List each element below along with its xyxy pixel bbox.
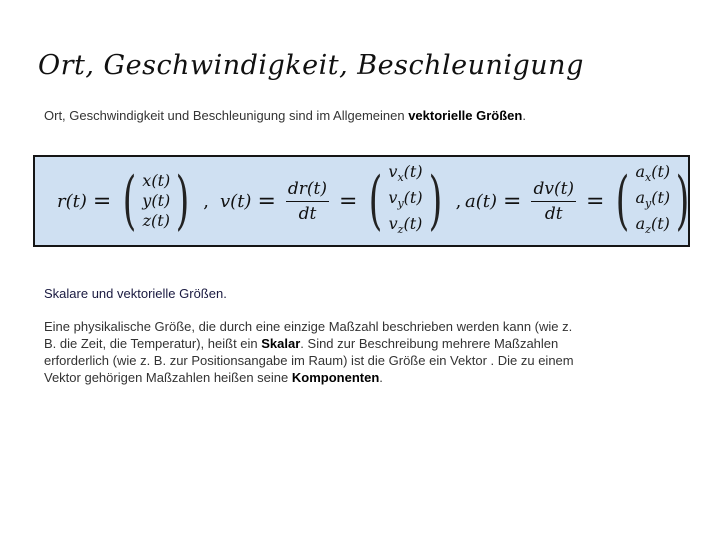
equals-sign: = <box>503 188 522 214</box>
acceleration-numerator: dv(t) <box>531 179 576 202</box>
right-paren: ) <box>175 164 190 238</box>
para-part-1: Eine physikalische Größe, die durch eine einzige Maßzahl beschrieben werden kann (wie z. B. die Zeit, die Temperatur), heißt ein <box>44 319 573 351</box>
position-components <box>142 171 170 231</box>
comma: , <box>203 190 209 212</box>
component-vx: $v_x(t)$ <box>388 161 423 184</box>
velocity-denominator: dt <box>298 203 317 224</box>
left-paren: ( <box>122 164 137 238</box>
left-paren: ( <box>616 164 630 238</box>
section-title: Skalare und vektorielle Größen. <box>44 286 227 301</box>
velocity-vector <box>363 162 447 241</box>
position-lhs: r(t) <box>57 190 87 212</box>
equals-sign: = <box>257 188 276 214</box>
position-vector <box>117 164 195 238</box>
velocity-formula <box>220 157 461 245</box>
acceleration-formula <box>465 157 695 245</box>
component-y: y(t) <box>142 191 171 210</box>
para-part-3: . <box>379 370 383 385</box>
intro-suffix: . <box>522 108 526 123</box>
component-ay: $a_y(t)$ <box>635 187 671 211</box>
velocity-fraction <box>286 179 329 224</box>
right-paren: ) <box>675 164 690 238</box>
comma: , <box>455 190 462 212</box>
velocity-components <box>388 162 422 241</box>
velocity-numerator: dr(t) <box>286 179 329 202</box>
acceleration-fraction <box>531 179 576 224</box>
term-skalar: Skalar <box>261 336 301 351</box>
component-vz: $v_z(t)$ <box>388 214 423 237</box>
component-vy: $v_y(t)$ <box>388 187 423 211</box>
intro-bold: vektorielle Größen <box>408 108 523 123</box>
left-paren: ( <box>369 164 383 238</box>
equals-sign: = <box>339 188 358 214</box>
component-x: x(t) <box>142 171 171 190</box>
position-formula <box>57 157 209 245</box>
component-z: z(t) <box>142 211 170 230</box>
acceleration-vector <box>610 162 695 241</box>
acceleration-lhs: a(t) <box>465 190 498 212</box>
acceleration-components <box>635 162 670 241</box>
acceleration-denominator: dt <box>544 203 563 224</box>
section-paragraph <box>44 318 584 386</box>
component-az: $a_z(t)$ <box>635 214 670 237</box>
page-title: Ort, Geschwindigkeit, Beschleunigung <box>38 50 584 81</box>
component-ax: $a_x(t)$ <box>635 161 671 184</box>
equals-sign: = <box>586 188 605 214</box>
term-komponenten: Komponenten <box>291 370 380 385</box>
para-part-2: . Sind zur Beschreibung mehrere Maßzahlen erforderlich (wie z. B. zur Positionsangabe im Raum) ist die Größe ein Vektor . Die zu einem Vektor gehörigen Maßzahlen heißen seine <box>44 336 574 385</box>
right-paren: ) <box>428 164 442 238</box>
formula-box <box>33 155 690 247</box>
intro-prefix: Ort, Geschwindigkeit und Beschleunigung sind im Allgemeinen <box>44 108 409 123</box>
velocity-lhs: v(t) <box>220 190 252 212</box>
equals-sign: = <box>92 188 112 214</box>
intro-text <box>44 108 526 123</box>
